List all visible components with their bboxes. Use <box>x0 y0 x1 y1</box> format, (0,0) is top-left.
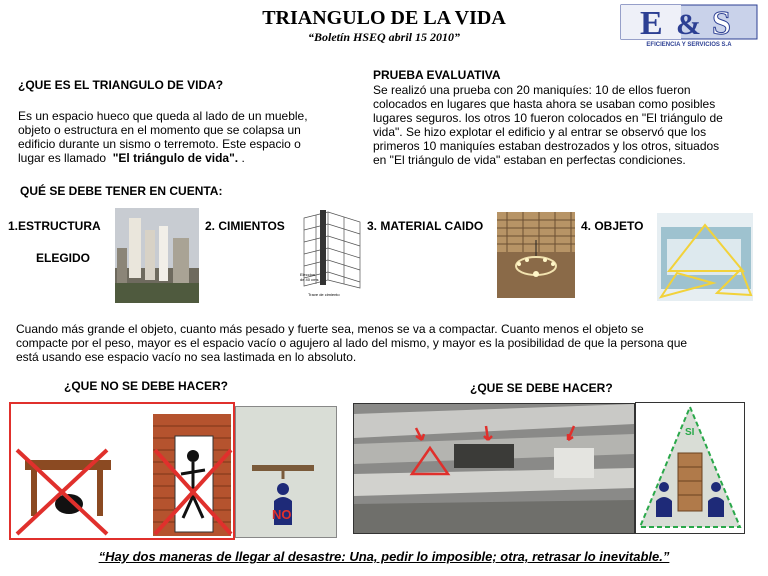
dont-illustration <box>9 402 235 540</box>
bed-triangle-photo <box>657 213 753 301</box>
diagram-label: Eleccion <box>300 272 316 277</box>
what-heading: ¿QUE ES EL TRIANGULO DE VIDA? <box>18 78 224 92</box>
footer-quote <box>0 549 768 564</box>
test-line: lugares seguros. los otros 10 fueron colocados en "El triángulo de <box>373 111 723 125</box>
buildings-icon <box>115 208 199 303</box>
chandelier-icon <box>497 212 575 298</box>
item-structure-label: 1.ESTRUCTURA <box>8 219 101 233</box>
dont-table-icon <box>11 404 233 538</box>
svg-text:&: & <box>676 8 701 41</box>
foundation-diagram <box>298 210 364 302</box>
dont-heading: ¿QUE NO SE DEBE HACER? <box>64 379 229 393</box>
page-subtitle: “Boletín HSEQ abril 15 2010” <box>307 30 461 44</box>
svg-text:E: E <box>640 5 663 42</box>
item-foundation-label: 2. CIMIENTOS <box>205 219 285 233</box>
what-line: objeto o estructura en el momento que se colapsa un <box>18 123 301 137</box>
diagram-label: Trave de cimiento <box>308 292 340 297</box>
quote-text: “Hay dos maneras de llegar al desastre: Una, pedir lo imposible; otra, retrasar lo inevitable.” <box>98 549 670 564</box>
explanation-line: está usando ese espacio vacío no sea lastimada en lo absoluto. <box>16 350 357 364</box>
explanation-line: Cuando más grande el objeto, cuanto más pesado y fuerte sea, menos se va a compactar. Cuanto menos el objeto se <box>16 322 644 336</box>
do-heading: ¿QUE SE DEBE HACER? <box>470 381 613 395</box>
explanation-body <box>16 322 764 364</box>
test-line: vida". Se hizo explotar el edificio y al entrar se observó que los <box>373 125 707 139</box>
what-highlight: "El triángulo de vida". <box>112 151 239 165</box>
collapsed-building-photo <box>353 403 635 534</box>
do-triangle-icon <box>636 403 744 533</box>
do-triangle-panel <box>635 402 745 534</box>
item-structure-extra-label: ELEGIDO <box>36 251 91 265</box>
si-label: SI <box>685 427 695 438</box>
what-tail: . <box>238 151 245 165</box>
dont-figure-panel <box>235 406 337 538</box>
test-heading: PRUEBA EVALUATIVA <box>373 68 501 82</box>
explanation-line: compacte por el peso, mayor es el espacio vacío o agujero al lado del mismo, y mayor es la posibilidad de que la persona que <box>16 336 688 350</box>
bed-triangle-icon <box>657 213 753 301</box>
test-body <box>373 83 763 167</box>
buildings-photo <box>115 208 199 303</box>
page-title: TRIANGULO DE LA VIDA <box>262 7 506 29</box>
test-line: colocados en lugares que hasta ahora se usaban como posibles <box>373 97 716 111</box>
what-line: edificio durante un sismo o terremoto. Este espacio o <box>18 137 301 151</box>
consider-heading: QUÉ SE DEBE TENER EN CUENTA: <box>20 184 223 198</box>
test-line: primeros 10 maniquíes estaban destrozados y los otros, situados <box>373 139 720 153</box>
item-fallen-label: 3. MATERIAL CAIDO <box>367 219 484 233</box>
collapse-icon <box>354 404 634 533</box>
test-line: en "El triángulo de vida" estaban en perfectas condiciones. <box>373 153 686 167</box>
svg-text:S: S <box>712 5 731 42</box>
no-label: NO <box>272 507 292 522</box>
what-line: Es un espacio hueco que queda al lado de un mueble, <box>18 109 308 123</box>
item-object-label: 4. OBJETO <box>581 219 644 233</box>
foundation-icon <box>298 210 364 302</box>
test-line: Se realizó una prueba con 20 maniquíes: 10 de ellos fueron <box>373 83 691 97</box>
company-logo <box>620 4 758 52</box>
what-line: lugar es llamado <box>18 151 107 165</box>
chandelier-photo <box>497 212 575 298</box>
logo-tagline: EFICIENCIA Y SERVICIOS S.A <box>646 42 732 48</box>
diagram-label: de 40 cms <box>300 277 319 282</box>
what-body <box>18 109 348 165</box>
